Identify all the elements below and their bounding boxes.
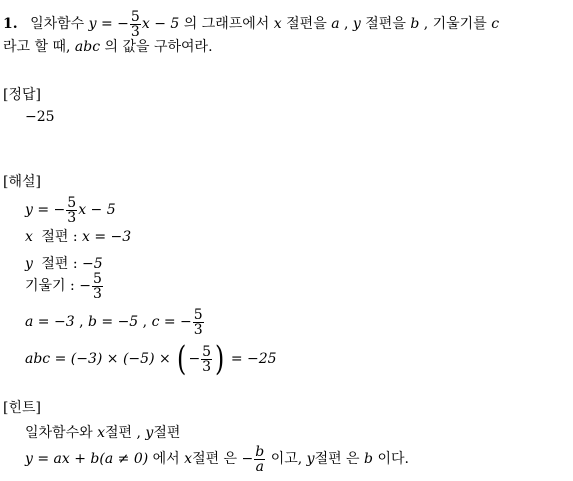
b-variable: b xyxy=(410,16,420,32)
hint-line-1: 일차함수와 x절편 , y절편 xyxy=(25,425,181,441)
answer-value: −25 xyxy=(25,109,55,125)
solution-line-4: 기울기 : − $\frac{5}{3}$ xyxy=(25,270,102,302)
solution-line-2: x 절편 : x = −3 xyxy=(25,229,132,245)
question-text: , 기울기를 xyxy=(423,16,487,32)
hint-label: [힌트] xyxy=(3,400,41,416)
solution-line-5: a = −3 , b = −5 , c = − $\frac{5}{3}$ xyxy=(25,306,203,338)
solution-line-6: abc = (−3) × (−5) × ( − $\frac{5}{3}$ ) = −25 xyxy=(25,339,277,379)
equation-rhs: x − 5 xyxy=(141,16,180,32)
slope-fraction: $\frac{5}{3}$ xyxy=(130,8,140,40)
y-variable: y xyxy=(352,16,361,32)
question-text: 절편을 xyxy=(286,16,327,32)
left-paren: ( xyxy=(177,339,187,379)
question-text: 라고 할 때, xyxy=(3,39,71,55)
abc-variable: abc xyxy=(74,39,101,55)
question-text: 의 값을 구하여라. xyxy=(104,39,213,55)
slope-fraction: $\frac{5}{3}$ xyxy=(67,194,77,226)
slope-fraction: $\frac{5}{3}$ xyxy=(193,306,203,338)
right-paren: ) xyxy=(215,339,225,379)
slope-fraction: $\frac{5}{3}$ xyxy=(202,343,212,375)
solution-line-1: y = − $\frac{5}{3}$ x − 5 xyxy=(25,194,116,226)
question-line-2 xyxy=(3,38,213,56)
equation-lhs: y = − xyxy=(88,16,129,32)
x-variable: x xyxy=(273,16,282,32)
c-variable: c xyxy=(491,16,500,32)
solution-line-3: y 절편 : −5 xyxy=(25,256,103,272)
question-text: 절편을 xyxy=(365,16,406,32)
slope-fraction: $\frac{5}{3}$ xyxy=(92,270,102,302)
question-text: , xyxy=(344,16,349,32)
answer-label: [정답] xyxy=(3,87,41,103)
question-text: 일차함수 xyxy=(30,16,85,32)
solution-label: [해설] xyxy=(3,174,41,190)
intercept-fraction: $\frac{b}{a}$ xyxy=(255,443,265,475)
question-text: 의 그래프에서 xyxy=(183,16,270,32)
question-number: 1. xyxy=(3,16,18,32)
a-variable: a xyxy=(331,16,340,32)
hint-line-2: y = ax + b(a ≠ 0) 에서 x절편 은 − $\frac{b}{a}$ 이고, y절편 은 b 이다. xyxy=(25,443,409,475)
